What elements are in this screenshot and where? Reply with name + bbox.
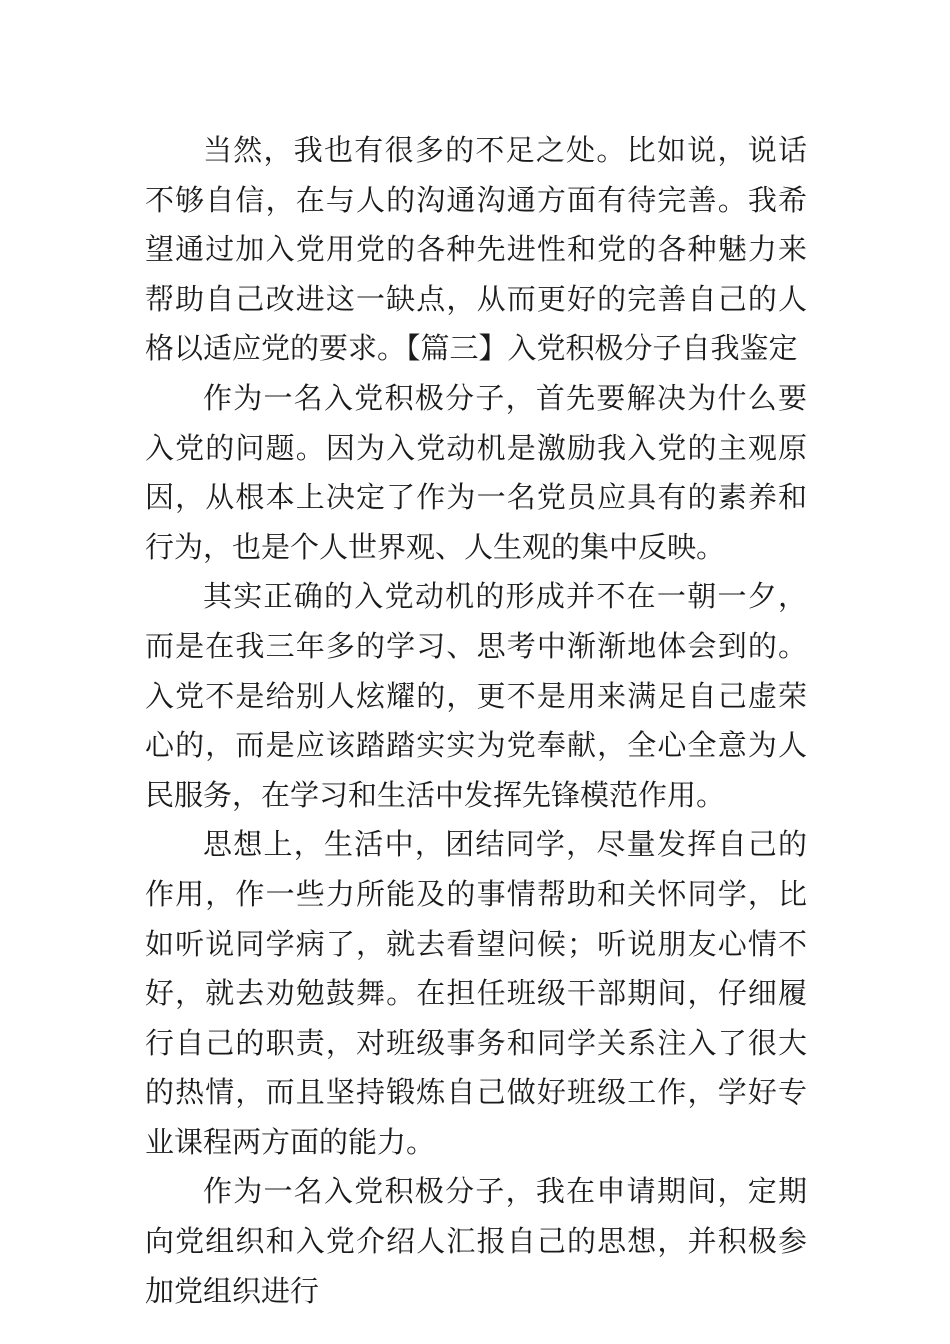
paragraph-4: 思想上，生活中，团结同学，尽量发挥自己的作用，作一些力所能及的事情帮助和关怀同学，比如听说同学病了，就去看望问候；听说朋友心情不好，就去劝勉鼓舞。在担任班级干部期间，仔细履行自己的职责，对班级事务和同学关系注入了很大的热情，而且坚持锻炼自己做好班级工作，学好专业课程两方面的能力。 (145, 827, 807, 1159)
paragraph-1: 当然，我也有很多的不足之处。比如说，说话不够自信，在与人的沟通沟通方面有待完善。我希望通过加入党用党的各种先进性和党的各种魅力来帮助自己改进这一缺点，从而更好的完善自己的人格以适应党的要求。【篇三】入党积极分子自我鉴定 (145, 133, 807, 366)
document-body (145, 126, 807, 1316)
paragraph-2: 作为一名入党积极分子，首先要解决为什么要入党的问题。因为入党动机是激励我入党的主观原因，从根本上决定了作为一名党员应具有的素养和行为，也是个人世界观、人生观的集中反映。 (145, 380, 807, 564)
paragraph-3: 其实正确的入党动机的形成并不在一朝一夕，而是在我三年多的学习、思考中渐渐地体会到的。入党不是给别人炫耀的，更不是用来满足自己虚荣心的，而是应该踏踏实实为党奉献，全心全意为人民服务，在学习和生活中发挥先锋模范作用。 (145, 579, 807, 812)
paragraph-5: 作为一名入党积极分子，我在申请期间，定期向党组织和入党介绍人汇报自己的思想，并积极参加党组织进行 (145, 1174, 807, 1308)
